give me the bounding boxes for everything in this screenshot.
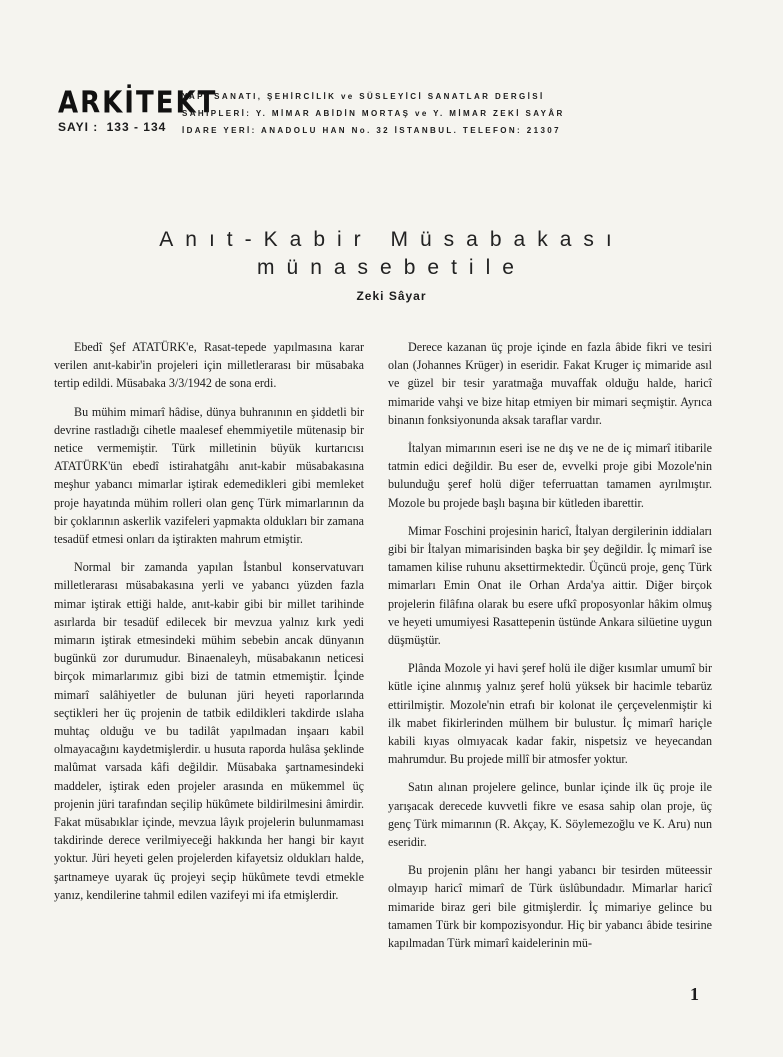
magazine-logo: ARKİTEKT (58, 86, 218, 121)
issue-number (58, 120, 166, 134)
right-column (388, 338, 712, 962)
article-title: Anıt-Kabir Müsabakası (159, 228, 624, 251)
issue-value: 133 - 134 (106, 120, 167, 134)
paragraph: Derece kazanan üç proje içinde en fazla âbide fikri ve tesiri olan (Johannes Krüger) in eseridir. Fakat Kruger iç mimaride asıl ve güzel bir tesir yaratmağa muvaffak olduğu halde, haricî mimaride vahşi ve bize hitap etmiyen bir mimari seçmiştir. Ayrıca binanın fonksiyonunda aksak taraflar vardır. (388, 340, 712, 427)
paragraph: Ebedî Şef ATATÜRK'e, Rasat-tepede yapılmasına karar verilen anıt-kabir'in projeleri için milletlerarası bir müsabaka tertip edildi. Müsabaka 3/3/1942 de sona erdi. (54, 340, 364, 391)
masthead-line-address: İDARE YERİ: ANADOLU HAN No. 32 İSTANBUL. TELEFON: 21307 (182, 126, 561, 135)
masthead-line-owners: SAHİPLERİ: Y. MİMAR ABİDİN MORTAŞ ve Y. MİMAR ZEKİ SAYÂR (182, 109, 565, 118)
paragraph: Bu mühim mimarî hâdise, dünya buhranının en şiddetli bir devrine rastladığı cihetle maalesef ehemmiyetile mütenasip bir netice vermemiştir. Türk milletinin büyük kurtarıcısı ATATÜRK'ün ebedî istirahatgâhı anıt-kabir müsabakasına meşhur yabancı mimarlar iştirak edemedikleri gibi memleket proje hayatında mühim rolleri olan genç Türk mimarlarının da bir çoklarının askerlik vazifeleri yapmakta oldukları bir zamana tesadüf etmesi onları da iştirakten mahrum etmiştir. (54, 404, 364, 547)
article-author: Zeki Sâyar (356, 289, 427, 303)
masthead (58, 82, 718, 144)
paragraph: İtalyan mimarının eseri ise ne dış ve ne de iç mimarî itibarile tatmin edici değildir. Bu eser de, evvelki proje gibi Mozole'nin bulunduğu şeref holü diğer teferruattan tamamen ayrılmıştır. Mozole bu projede başlı başına bir kütleden ibarettir. (388, 441, 712, 510)
article-title-line2: münasebetile (257, 256, 526, 279)
left-column (54, 338, 364, 914)
masthead-info (182, 88, 722, 139)
issue-label: SAYI : (58, 120, 99, 134)
masthead-line-subtitle: YAPI SANATI, ŞEHİRCİLİK ve SÜSLEYİCİ SANATLAR DERGİSİ (182, 92, 545, 101)
paragraph: Normal bir zamanda yapılan İstanbul konservatuvarı milletlerarası müsabakasına yerli ve yabancı yüzden fazla mimar iştirak ettiği halde, anıt-kabir gibi bir millet tarihinde asırlarda bir tesadüf edilecek bir mevzua yalnız kırk yedi mimarın iştirak etmesindeki mühim sebebin ancak dünyanın bugünkü zor durumudur. Binaenaleyh, müsabakanın neticesi birçok mimarlarımız gibi bizi de tatmin etmemiştir. İçinde mimarî salâhiyetler de bulunan jüri heyeti raporlarında seçtikleri her üç projenin de tatbik edildikleri takdirde ıslaha muhtaç olduğu ve bu tadilât yapılmadan inşaarı kabil olmayacağını kaydetmişlerdir. u husuta raporda hulâsa şeklinde malûmat varsada kâfi değildir. Müsabaka şartnamesindeki maddeler, iştirak eden projeler arasında en mükemmel üç projenin jüri tarafından seçilip hükûmete bildirilmesini âmirdir. Fakat müsabıklar içinde, mevzua lâyık projelerin bulunmaması takdirinde derece verilmiyeceği hakkında her hangi bir kayıt yoktur. Jüri heyeti gelen projelerden kifayetsiz oldukları halde, şartnameye uyarak üç projeyi seçip hükûmete tevdi etmekle yanız, kendilerine tahmil edilen vazifeyi mi ifa etmişlerdir. (54, 560, 364, 902)
page-number: 1 (690, 984, 699, 1004)
paragraph: Satın alınan projelere gelince, bunlar içinde ilk üç proje ile yarışacak derecede kuvvetli fikre ve esasa sahip olan proje, üç genç Türk mimarının (R. Akçay, K. Söylemezoğlu ve K. Aru) nun eseridir. (388, 780, 712, 850)
paragraph: Mimar Foschini projesinin haricî, İtalyan dergilerinin iddiaları gibi bir İtalyan mimarisinden başka bir şey değildir. İç mimarî ise tamamen kilise ruhunu aksettirmektedir. Üçüncü proje, genç Türk mimarları Emin Onat ile Orhan Arda'ya aittir. Diğer birçok projelerin filâfına olarak bu esere ufkî proposyonlar hâkim olmuş ve heyeti umumiyesi Rasattepenin üstünde Ankara silüetine uygun düşmüştür. (388, 523, 712, 648)
paragraph: Plânda Mozole yi havi şeref holü ile diğer kısımlar umumî bir kütle içine alınmış yalnız şeref holü yüksek bir hacimle tebarüz ettirilmiştir. Mozole'nin etrafı bir kolonat ile çerçevelenmiştir ki ilk mabet fikirlerinden mülhem bir bulustur. İç mimarî hariçle kabili kıyas olmıyacak kadar fakir, nispetsiz ve heyecandan mahrumdur. Bu projede millî bir atmosfer yoktur. (388, 661, 712, 767)
paragraph: Bu projenin plânı her hangi yabancı bir tesirden müteessir olmayıp haricî mimarî de Türk üslûbundadır. Mimarlar haricî mimaride biraz geri bile gitmişlerdir. İç mimariye gelince bu tamamen Türk bir kompozisyondur. Hiç bir yabancı âbide tesirine kapılmadan Türk mimarî kaidelerinin mü- (388, 863, 712, 951)
